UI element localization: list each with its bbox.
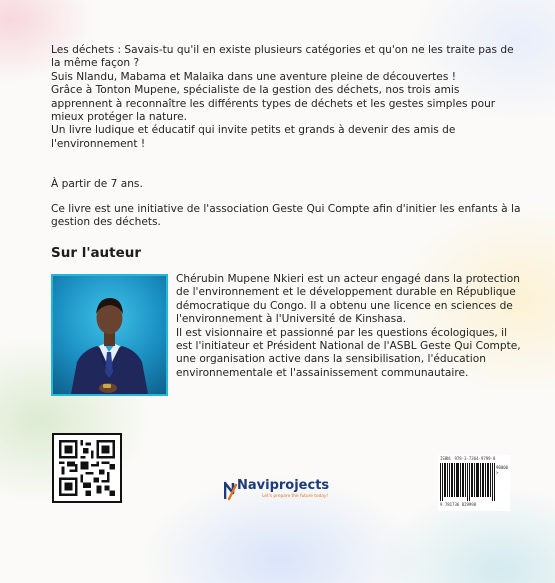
barcode-digits: 9 781736 829998 — [440, 502, 477, 507]
naviprojects-logo-icon — [224, 479, 238, 501]
initiative-statement: Ce livre est une initiative de l'association Geste Qui Compte afin d'initier les enfants à la gestion des déchets. — [51, 203, 521, 229]
publisher-tagline: Let's prepare the future today! — [262, 494, 329, 499]
blurb-line-4: Un livre ludique et éducatif qui invite petits et grands à devenir des amis de l'environnement ! — [51, 124, 456, 150]
author-bio-paragraph-1: Chérubin Mupene Nkieri est un acteur engagé dans la protection de l'environnement et le développement durable en République démocratique du Congo. Il a obtenu une licence en sciences de l'environnement à l'Université de Kinshasa. — [176, 273, 520, 326]
publisher-name: Naviprojects — [237, 478, 330, 493]
blurb-line-2: Suis Nlandu, Mabama et Malaika dans une aventure pleine de découvertes ! — [51, 70, 456, 83]
author-bio — [176, 273, 521, 380]
age-recommendation: À partir de 7 ans. — [51, 178, 143, 190]
author-section-heading: Sur l'auteur — [51, 245, 142, 261]
blurb-line-1: Les déchets : Savais-tu qu'il en existe plusieurs catégories et qu'on ne les traite pas de la même façon ? — [51, 44, 514, 70]
book-blurb — [51, 44, 521, 151]
barcode-bars — [440, 463, 496, 501]
price-code: 90000 > — [496, 465, 509, 475]
author-bio-paragraph-2: Il est visionnaire et passionné par les questions écologiques, il est l'initiateur et Président National de l'ASBL Geste Qui Compte, une organisation active dans la sensibilisation, l'éducation environnementale et l'assainissement communautaire. — [176, 326, 521, 379]
qr-code-icon — [52, 433, 122, 503]
blurb-line-3: Grâce à Tonton Mupene, spécialiste de la gestion des déchets, nos trois amis apprennent à reconnaître les différents types de déchets et les gestes simples pour mieux protéger la nature. — [51, 84, 496, 124]
author-photo — [51, 274, 168, 396]
isbn-label: ISBN: 978-3-7364-9799-8 — [440, 456, 496, 461]
isbn-barcode — [438, 455, 510, 511]
